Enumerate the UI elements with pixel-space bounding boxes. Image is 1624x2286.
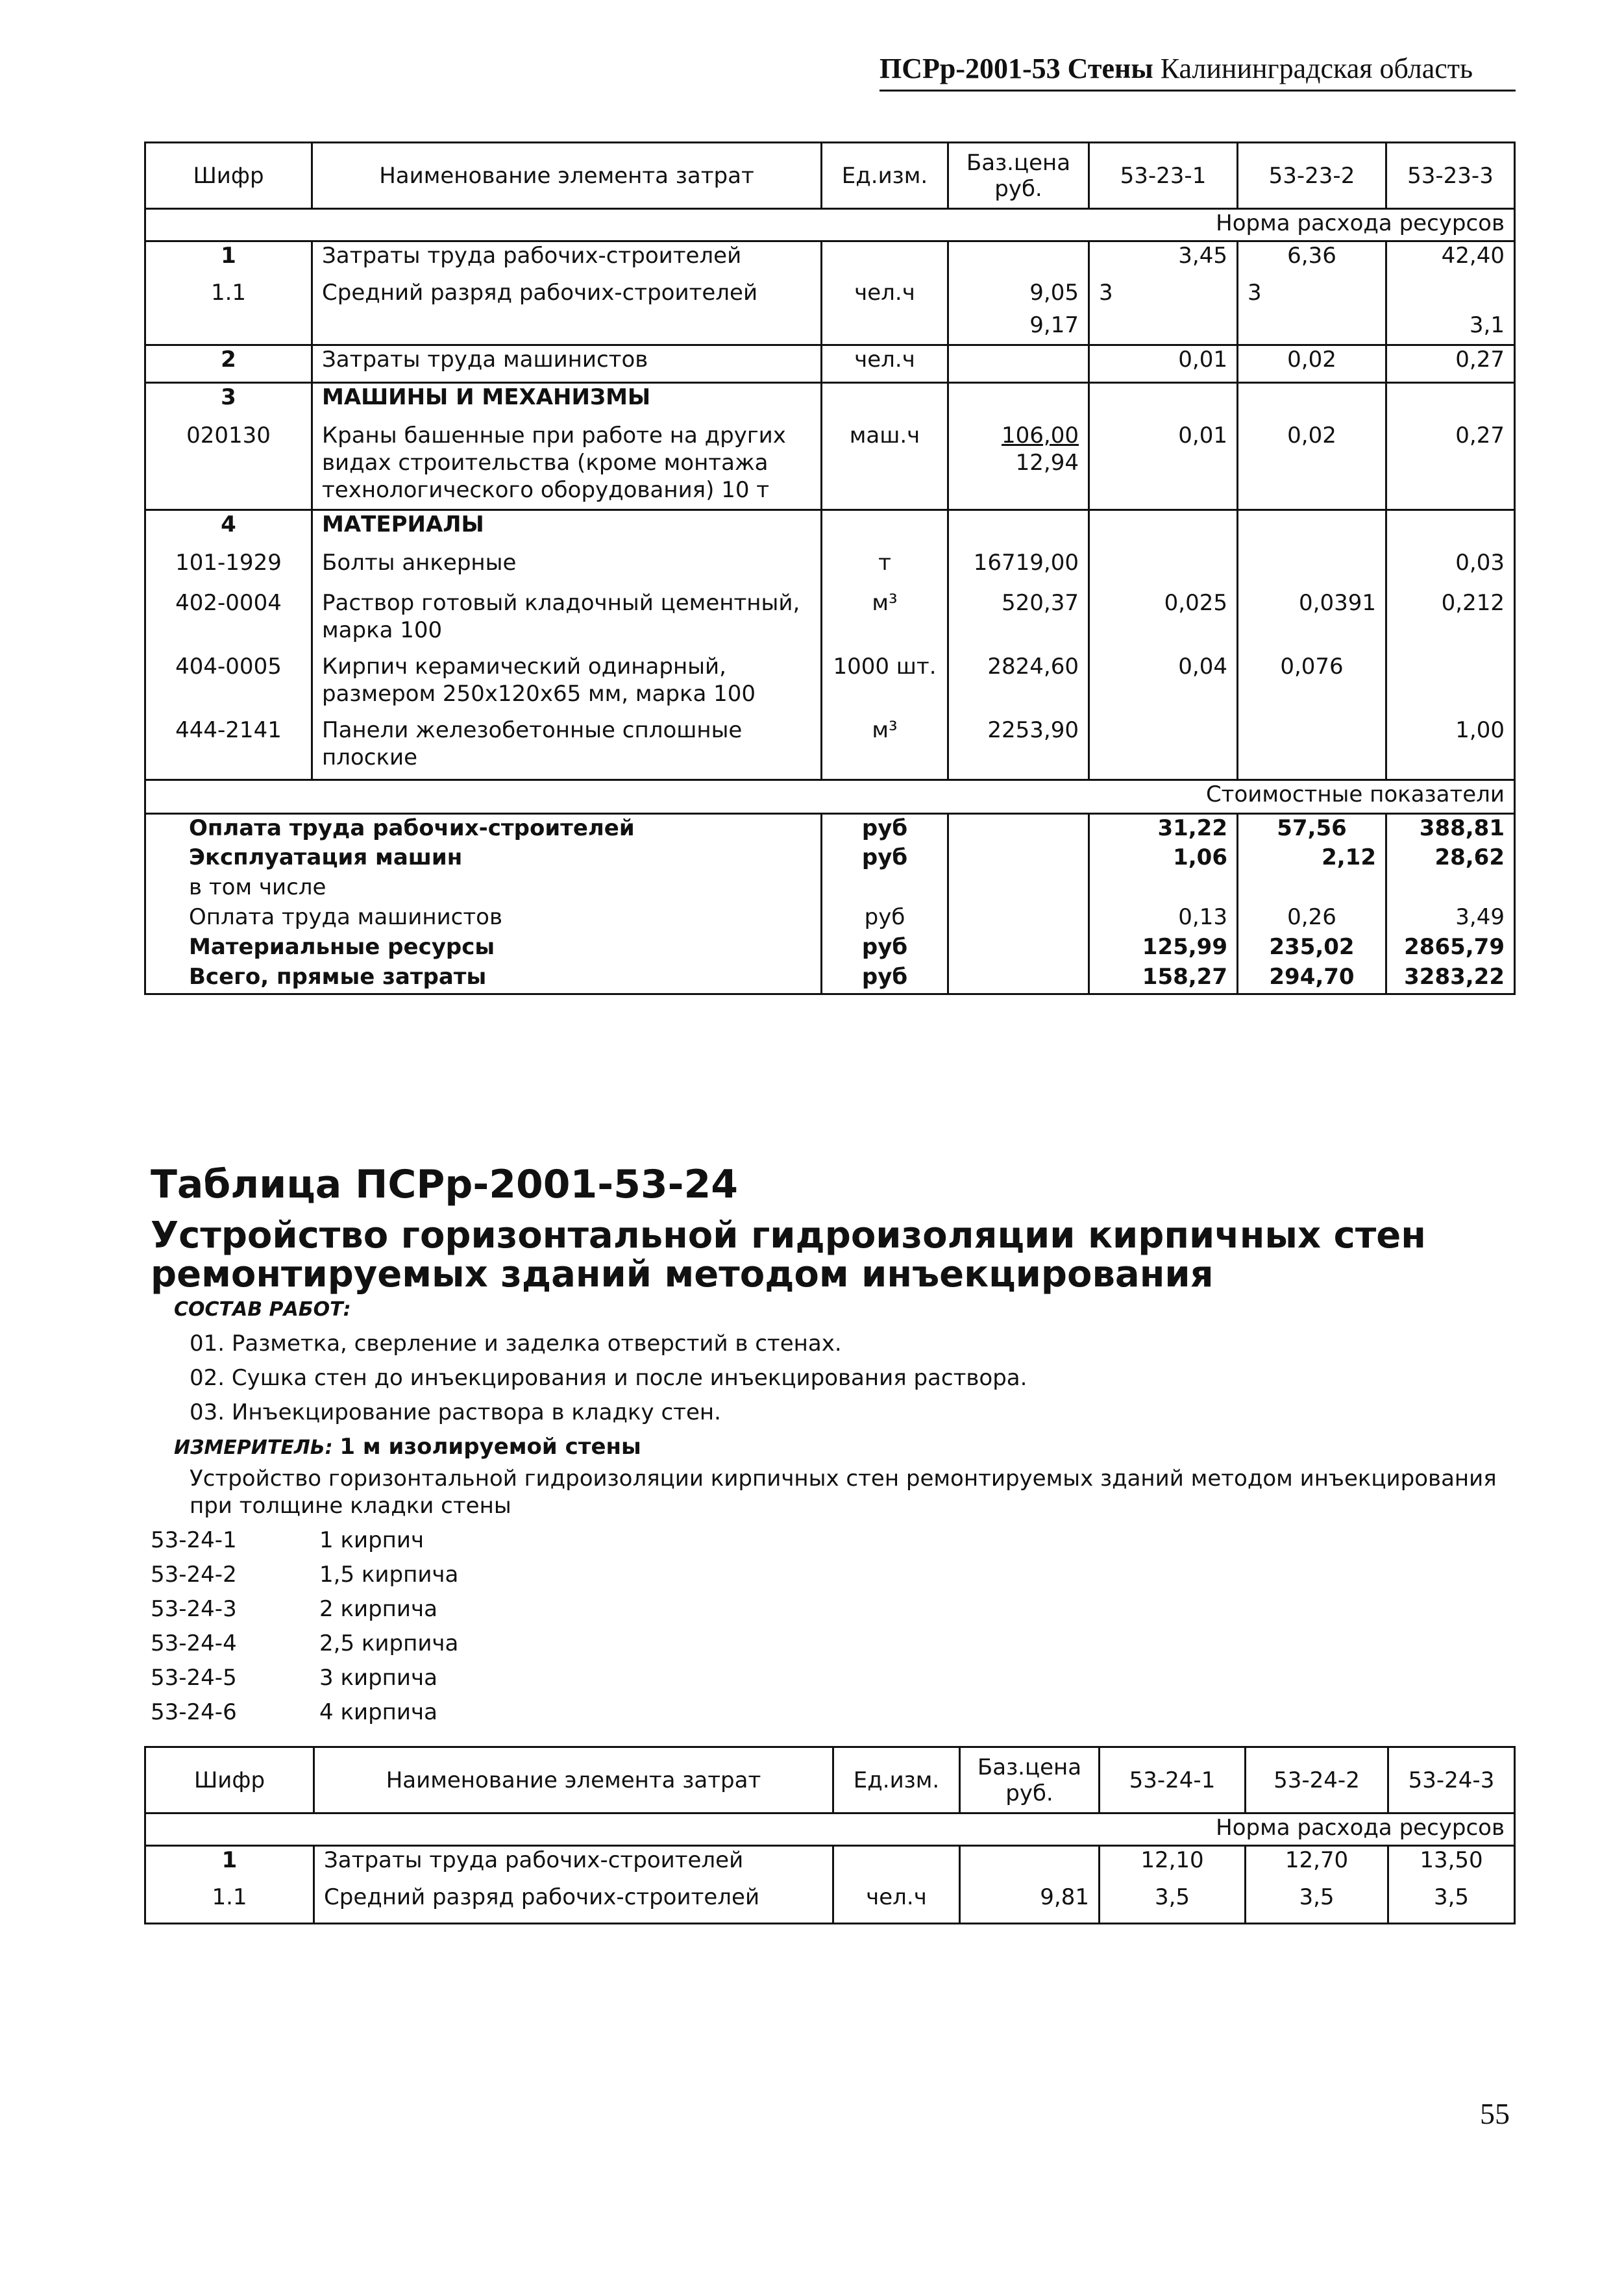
cost-name: Материальные ресурсы xyxy=(145,933,822,963)
col-header-v2: 53-24-2 xyxy=(1246,1747,1388,1813)
row-unit: чел.ч xyxy=(822,345,948,383)
section-title: МАШИНЫ И МЕХАНИЗМЫ xyxy=(312,383,822,422)
col-header-name: Наименование элемента затрат xyxy=(314,1747,833,1813)
description: Устройство горизонтальной гидроизоляции кирпичных стен ремонтируемых зданий методом инъекцирования при толщине кладки стены xyxy=(190,1466,1497,1519)
work-item: 02. Сушка стен до инъекцирования и после инъекцирования раствора. xyxy=(190,1365,1027,1391)
list-item xyxy=(151,1695,1514,1730)
row-v1: 0,04 xyxy=(1089,653,1238,717)
cost-v3: 2865,79 xyxy=(1386,933,1515,963)
row-v2: 6,36 xyxy=(1238,241,1386,279)
row-v2: 0,02 xyxy=(1238,422,1386,510)
col-header-v3: 53-24-3 xyxy=(1388,1747,1515,1813)
table-row xyxy=(145,422,1515,510)
row-name: Кирпич керамический одинарный, размером 250х120х65 мм, марка 100 xyxy=(312,653,822,717)
table-row xyxy=(145,717,1515,780)
variant-code: 53-24-3 xyxy=(151,1596,237,1622)
cost-v3: 388,81 xyxy=(1386,814,1515,844)
variant-code: 53-24-5 xyxy=(151,1665,237,1691)
header-code: ПСРр-2001-53 Стены xyxy=(880,53,1153,84)
page-number: 55 xyxy=(1480,2097,1510,2130)
col-header-v1: 53-23-1 xyxy=(1089,143,1238,209)
row-v3: 3,5 xyxy=(1388,1884,1515,1924)
row-v2: 0,076 xyxy=(1238,653,1386,717)
cost-v2: 57,56 xyxy=(1238,814,1386,844)
row-v2: 12,70 xyxy=(1246,1846,1388,1884)
header-region: Калининградская область xyxy=(1160,53,1473,84)
work-label-text: СОСТАВ РАБОТ: xyxy=(174,1298,351,1321)
work-item: 01. Разметка, сверление и заделка отверстий в стенах. xyxy=(190,1331,842,1357)
row-code: 4 xyxy=(145,510,312,549)
list-item xyxy=(151,1558,1514,1592)
row-v1: 0,01 xyxy=(1089,345,1238,383)
table-row xyxy=(145,589,1515,653)
work-item: 03. Инъекцирование раствора в кладку стен. xyxy=(190,1399,721,1425)
cost-row xyxy=(145,933,1515,963)
row-price-main: 106,00 xyxy=(1002,422,1079,449)
cost-name: Всего, прямые затраты xyxy=(145,963,822,994)
row-price: 9,05 xyxy=(948,279,1089,312)
col-header-v2: 53-23-2 xyxy=(1238,143,1386,209)
row-price: 9,17 xyxy=(948,312,1089,345)
row-code: 1 xyxy=(145,1846,314,1884)
row-name: Панели железобетонные сплошные плоские xyxy=(312,717,822,780)
row-unit xyxy=(822,241,948,279)
cost-v2: 2,12 xyxy=(1238,844,1386,874)
variant-value: 1 кирпич xyxy=(319,1527,424,1553)
variants-list xyxy=(151,1523,1514,1730)
row-price: 16719,00 xyxy=(948,549,1089,589)
row-v3: 0,212 xyxy=(1386,589,1515,653)
row-unit: м³ xyxy=(822,589,948,653)
col-header-code: Шифр xyxy=(145,143,312,209)
row-price: 2824,60 xyxy=(948,653,1089,717)
row-v1: 3 xyxy=(1089,279,1238,312)
cost-v2: 294,70 xyxy=(1238,963,1386,994)
variant-value: 2 кирпича xyxy=(319,1596,437,1622)
row-price xyxy=(960,1846,1100,1884)
row-code: 020130 xyxy=(145,422,312,510)
col-header-price: Баз.цена руб. xyxy=(960,1747,1100,1813)
list-item xyxy=(151,1592,1514,1627)
row-unit: т xyxy=(822,549,948,589)
norm-caption-row xyxy=(145,209,1515,241)
norm-caption-row xyxy=(145,1813,1515,1846)
row-v1: 3,45 xyxy=(1089,241,1238,279)
variant-value: 1,5 кирпича xyxy=(319,1562,459,1588)
row-v3: 13,50 xyxy=(1388,1846,1515,1884)
row-code: 404-0005 xyxy=(145,653,312,717)
row-code: 2 xyxy=(145,345,312,383)
row-code: 402-0004 xyxy=(145,589,312,653)
col-header-unit: Ед.изм. xyxy=(833,1747,960,1813)
section-title-block xyxy=(151,1162,1514,1294)
row-price: 520,37 xyxy=(948,589,1089,653)
cost-v3: 28,62 xyxy=(1386,844,1515,874)
row-unit xyxy=(822,312,948,345)
cost-unit: руб xyxy=(822,903,948,933)
row-code: 1.1 xyxy=(145,279,312,312)
cost-v1: 1,06 xyxy=(1089,844,1238,874)
table-row xyxy=(145,279,1515,312)
col-header-v3: 53-23-3 xyxy=(1386,143,1515,209)
work-composition-label xyxy=(151,1292,1514,1327)
cost-row xyxy=(145,874,1515,903)
section-row-materials xyxy=(145,510,1515,549)
resource-table-53-24 xyxy=(144,1746,1516,1924)
row-name: Раствор готовый кладочный цементный, марка 100 xyxy=(312,589,822,653)
cost-name: Эксплуатация машин xyxy=(145,844,822,874)
list-item xyxy=(151,1661,1514,1695)
cost-row xyxy=(145,814,1515,844)
row-name xyxy=(312,312,822,345)
row-v1 xyxy=(1089,312,1238,345)
row-v3: 3,1 xyxy=(1386,312,1515,345)
col-header-v1: 53-24-1 xyxy=(1100,1747,1246,1813)
row-v1: 0,025 xyxy=(1089,589,1238,653)
cost-v1: 31,22 xyxy=(1089,814,1238,844)
row-code: 3 xyxy=(145,383,312,422)
row-v1 xyxy=(1089,549,1238,589)
cost-v2: 235,02 xyxy=(1238,933,1386,963)
col-header-code: Шифр xyxy=(145,1747,314,1813)
cost-row xyxy=(145,844,1515,874)
table-row xyxy=(145,312,1515,345)
row-price xyxy=(948,345,1089,383)
row-unit: 1000 шт. xyxy=(822,653,948,717)
table-header-row xyxy=(145,1747,1515,1813)
row-code: 1 xyxy=(145,241,312,279)
col-header-price: Баз.цена руб. xyxy=(948,143,1089,209)
row-v3 xyxy=(1386,279,1515,312)
cost-name: в том числе xyxy=(145,874,822,903)
row-v1 xyxy=(1089,717,1238,780)
section-heading-line2: ремонтируемых зданий методом инъекцирования xyxy=(151,1253,1214,1296)
resource-table-53-23 xyxy=(144,141,1516,995)
row-name: Краны башенные при работе на других видах строительства (кроме монтажа технологического оборудования) 10 т xyxy=(312,422,822,510)
cost-unit: руб xyxy=(822,963,948,994)
cost-unit: руб xyxy=(822,844,948,874)
col-header-name: Наименование элемента затрат xyxy=(312,143,822,209)
meter-label: ИЗМЕРИТЕЛЬ: xyxy=(174,1436,333,1459)
meter-value: 1 м изолируемой стены xyxy=(339,1434,641,1460)
cost-v1: 158,27 xyxy=(1089,963,1238,994)
row-code: 444-2141 xyxy=(145,717,312,780)
row-code xyxy=(145,312,312,345)
row-price: 9,81 xyxy=(960,1884,1100,1924)
cost-caption: Стоимостные показатели xyxy=(145,780,1515,814)
meter-line xyxy=(151,1430,1514,1465)
norm-caption: Норма расхода ресурсов xyxy=(145,209,1515,241)
row-name: Затраты труда машинистов xyxy=(312,345,822,383)
table-row xyxy=(145,1884,1515,1924)
table-title: Таблица ПСРр-2001-53-24 xyxy=(151,1162,739,1207)
row-name: Болты анкерные xyxy=(312,549,822,589)
cost-v1: 125,99 xyxy=(1089,933,1238,963)
row-v2 xyxy=(1238,312,1386,345)
variant-code: 53-24-2 xyxy=(151,1562,237,1588)
variant-code: 53-24-6 xyxy=(151,1699,237,1725)
row-v2 xyxy=(1238,549,1386,589)
row-v2: 3,5 xyxy=(1246,1884,1388,1924)
variant-value: 2,5 кирпича xyxy=(319,1630,459,1656)
table-row xyxy=(145,345,1515,383)
row-name: Затраты труда рабочих-строителей xyxy=(314,1846,833,1884)
row-price-secondary: 12,94 xyxy=(1015,449,1079,476)
row-v3: 0,03 xyxy=(1386,549,1515,589)
list-item xyxy=(151,1523,1514,1558)
cost-name: Оплата труда рабочих-строителей xyxy=(145,814,822,844)
row-v2: 0,0391 xyxy=(1238,589,1386,653)
variant-code: 53-24-1 xyxy=(151,1527,237,1553)
row-unit xyxy=(833,1846,960,1884)
list-item xyxy=(151,1627,1514,1661)
row-v3 xyxy=(1386,653,1515,717)
section-heading-line1: Устройство горизонтальной гидроизоляции кирпичных стен xyxy=(151,1214,1426,1257)
cost-row xyxy=(145,963,1515,994)
page-header xyxy=(880,51,1516,92)
row-unit: м³ xyxy=(822,717,948,780)
cost-name: Оплата труда машинистов xyxy=(145,903,822,933)
table-row xyxy=(145,549,1515,589)
row-v1: 12,10 xyxy=(1100,1846,1246,1884)
section-title: МАТЕРИАЛЫ xyxy=(312,510,822,549)
row-v1: 3,5 xyxy=(1100,1884,1246,1924)
row-v2: 0,02 xyxy=(1238,345,1386,383)
variant-value: 3 кирпича xyxy=(319,1665,437,1691)
variant-code: 53-24-4 xyxy=(151,1630,237,1656)
cost-v3: 3,49 xyxy=(1386,903,1515,933)
row-code: 101-1929 xyxy=(145,549,312,589)
row-v2: 3 xyxy=(1238,279,1386,312)
row-name: Средний разряд рабочих-строителей xyxy=(312,279,822,312)
row-price xyxy=(948,422,1089,510)
row-v3: 0,27 xyxy=(1386,345,1515,383)
section-body xyxy=(151,1292,1514,1730)
variant-value: 4 кирпича xyxy=(319,1699,437,1725)
cost-unit: руб xyxy=(822,933,948,963)
row-unit: чел.ч xyxy=(822,279,948,312)
row-name: Затраты труда рабочих-строителей xyxy=(312,241,822,279)
row-v3: 1,00 xyxy=(1386,717,1515,780)
table-row xyxy=(145,1846,1515,1884)
col-header-unit: Ед.изм. xyxy=(822,143,948,209)
row-price: 2253,90 xyxy=(948,717,1089,780)
table-header-row xyxy=(145,143,1515,209)
section-row-machines xyxy=(145,383,1515,422)
row-code: 1.1 xyxy=(145,1884,314,1924)
cost-row xyxy=(145,903,1515,933)
row-name: Средний разряд рабочих-строителей xyxy=(314,1884,833,1924)
row-unit: чел.ч xyxy=(833,1884,960,1924)
norm-caption: Норма расхода ресурсов xyxy=(145,1813,1515,1846)
cost-caption-row xyxy=(145,780,1515,814)
row-v3: 42,40 xyxy=(1386,241,1515,279)
cost-unit: руб xyxy=(822,814,948,844)
row-v2 xyxy=(1238,717,1386,780)
cost-v3: 3283,22 xyxy=(1386,963,1515,994)
table-row xyxy=(145,653,1515,717)
cost-v2: 0,26 xyxy=(1238,903,1386,933)
row-price xyxy=(948,241,1089,279)
cost-v1: 0,13 xyxy=(1089,903,1238,933)
table-row xyxy=(145,241,1515,279)
row-v3: 0,27 xyxy=(1386,422,1515,510)
row-v1: 0,01 xyxy=(1089,422,1238,510)
row-unit: маш.ч xyxy=(822,422,948,510)
